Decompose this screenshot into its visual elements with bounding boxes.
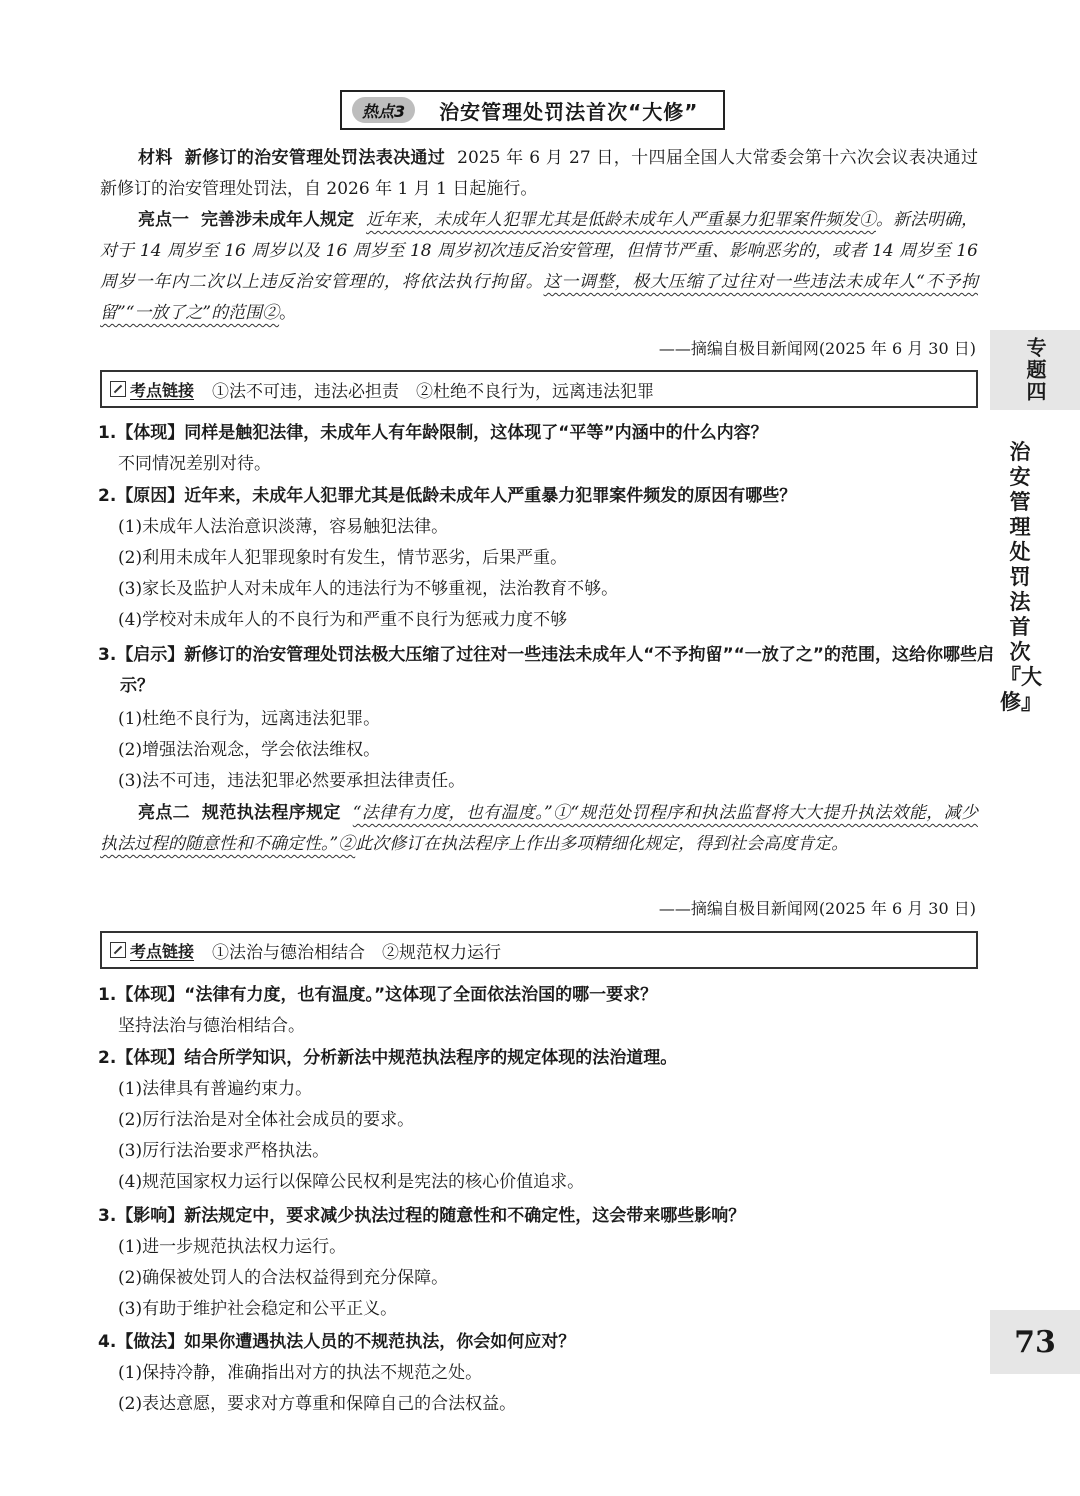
material-heading: 新修订的治安管理处罚法表决通过: [184, 148, 446, 168]
answer-2-3-3: (3)有助于维护社会稳定和公平正义。: [118, 1299, 398, 1319]
material-label: 材料: [138, 148, 173, 168]
exam-link-label-1: 考点链接: [130, 380, 195, 400]
highlight2-label: 亮点二: [138, 803, 191, 823]
highlight2-part3: 此次修订在执法程序上作出多项精细化规定，得到社会高度肯定。: [355, 834, 849, 854]
hotspot-title: [340, 90, 725, 130]
material-body: 2025 年 6 月 27 日，十四届全国人大常委会第十六次会议表决通过新修订的治安管理处罚法，自 2026 年 1 月 1 日起施行。: [100, 148, 979, 199]
pen-icon: [110, 942, 126, 958]
exam-link-box-1: [100, 370, 978, 408]
highlight1-part4: 。: [279, 303, 297, 323]
answer-2-2-3: (3)厉行法治要求严格执法。: [118, 1141, 330, 1161]
question-2-3: 3.【影响】新法规定中，要求减少执法过程的随意性和不确定性，这会带来哪些影响？: [98, 1206, 746, 1226]
answer-2-1-1: 坚持法治与德治相结合。: [118, 1016, 305, 1036]
highlight2-part1: “法律有力度，也有温度。”①: [352, 803, 571, 823]
answer-2-4-2: (2)表达意愿，要求对方尊重和保障自己的合法权益。: [118, 1394, 517, 1414]
highlight2-part2: “规范处罚程序和执法监督将大大提升执法效能，减少执法过程的随意性和不确定性。”②: [100, 803, 978, 854]
answer-2-3-1: (1)进一步规范执法权力运行。: [118, 1237, 347, 1257]
answer-2-2-1: (1)法律具有普遍约束力。: [118, 1079, 313, 1099]
answer-2-3-2: (2)确保被处罚人的合法权益得到充分保障。: [118, 1268, 449, 1288]
hotspot-badge: 热点3: [352, 97, 415, 123]
answer-1-2-3: (3)家长及监护人对未成年人的违法行为不够重视，法治教育不够。: [118, 579, 619, 599]
answer-1-2-4: (4)学校对未成年人的不良行为和严重不良行为惩戒力度不够: [118, 610, 568, 630]
question-1-1: 1.【体现】同样是触犯法律，未成年人有年龄限制，这体现了“平等”内涵中的什么内容？: [98, 423, 768, 443]
highlight1-paragraph: [100, 205, 978, 329]
chapter-tab: [990, 330, 1080, 410]
question-1-3: 3.【启示】新修订的治安管理处罚法极大压缩了过往对一些违法未成年人“不予拘留”“一放了之”的范围，这给你哪些启示？: [98, 645, 994, 696]
question-2-2: 2.【体现】结合所学知识，分析新法中规范执法程序的规定体现的法治道理。: [98, 1048, 678, 1068]
exam-link-text-2: ①法治与德治相结合 ②规范权力运行: [212, 942, 502, 963]
exam-link-text-1: ①法不可违，违法必担责 ②杜绝不良行为，远离违法犯罪: [212, 381, 655, 402]
highlight1-source: ——摘编自极目新闻网(2025 年 6 月 30 日): [658, 339, 976, 358]
hotspot-title-text: 治安管理处罚法首次“大修”: [439, 99, 699, 124]
material-paragraph: [100, 143, 978, 205]
chapter-tab-label: 专题四: [1023, 337, 1047, 403]
answer-1-2-2: (2)利用未成年人犯罪现象时有发生，情节恶劣，后果严重。: [118, 548, 568, 568]
highlight1-label: 亮点一: [138, 210, 189, 230]
answer-1-3-3: (3)法不可违，违法犯罪必然要承担法律责任。: [118, 771, 466, 791]
highlight2-source: ——摘编自极目新闻网(2025 年 6 月 30 日): [658, 899, 976, 918]
pen-icon: [110, 381, 126, 397]
answer-1-3-1: (1)杜绝不良行为，远离违法犯罪。: [118, 709, 381, 729]
answer-1-3-2: (2)增强法治观念，学会依法维权。: [118, 740, 381, 760]
exam-link-label-2: 考点链接: [130, 941, 195, 961]
answer-2-2-4: (4)规范国家权力运行以保障公民权利是宪法的核心价值追求。: [118, 1172, 585, 1192]
highlight1-part3: 这一调整，极大压缩了过往对一些违法未成年人“不予拘留”“一放了之”的范围②: [100, 272, 978, 323]
highlight1-heading: 完善涉未成年人规定: [201, 210, 354, 230]
answer-2-4-1: (1)保持冷静，准确指出对方的执法不规范之处。: [118, 1363, 483, 1383]
highlight2-paragraph: [100, 798, 978, 860]
exam-link-box-2: [100, 931, 978, 969]
answer-1-2-1: (1)未成年人法治意识淡薄，容易触犯法律。: [118, 517, 449, 537]
answer-2-2-2: (2)厉行法治是对全体社会成员的要求。: [118, 1110, 415, 1130]
question-1-2: 2.【原因】近年来，未成年人犯罪尤其是低龄未成年人严重暴力犯罪案件频发的原因有哪些？: [98, 486, 797, 506]
question-2-4: 4.【做法】如果你遭遇执法人员的不规范执法，你会如何应对？: [98, 1332, 576, 1352]
page-number: 73: [990, 1310, 1080, 1374]
highlight1-part2: 。新法明确，对于 14 周岁至 16 周岁以及 16 周岁至 18 周岁初次违反治安管理，但情节严重、影响恶劣的，或者 14 周岁至 16 周岁一年内二次以上违反治安管理的，将依法执行拘留。: [100, 210, 978, 292]
highlight2-heading: 规范执法程序规定: [202, 803, 341, 823]
side-running-title: 治安管理处罚法首次『大修』: [1000, 440, 1042, 714]
answer-1-1-1: 不同情况差别对待。: [118, 454, 271, 474]
question-2-1: 1.【体现】“法律有力度，也有温度。”这体现了全面依法治国的哪一要求？: [98, 985, 658, 1005]
exam-link-tag-1: [110, 378, 194, 401]
exam-link-tag-2: [110, 939, 194, 962]
highlight1-part1: 近年来，未成年人犯罪尤其是低龄未成年人严重暴力犯罪案件频发①: [366, 210, 876, 230]
